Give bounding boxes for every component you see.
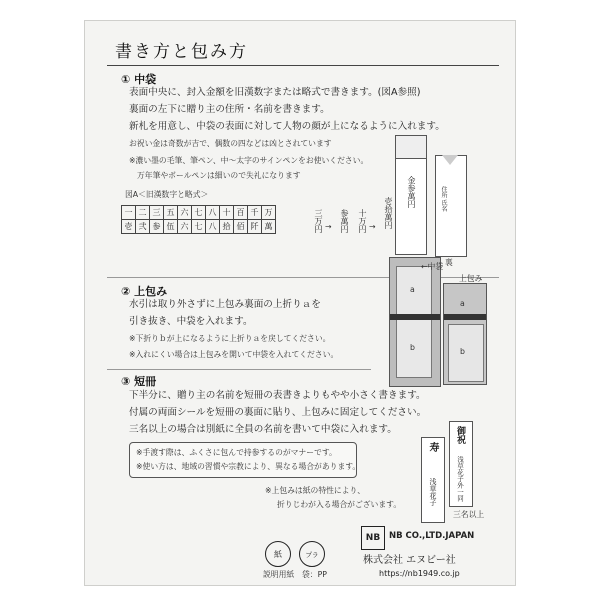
tanzaku-single [421, 437, 445, 523]
s1-line-3: 新札を用意し、中袋の表面に対して人物の顔が上になるように入れます。 [129, 121, 445, 132]
s1-line-4: お祝い金は奇数が吉で、偶数の四などは凶とされています [129, 139, 332, 148]
section2-title: ② 上包み [121, 285, 168, 298]
s1-note-1: ※濃い墨の毛筆、筆ペン、中～太字のサインペンをお使いください。 [129, 156, 369, 165]
example-2: 参萬円 [340, 209, 349, 233]
recycle-paper-icon: 紙 [265, 541, 291, 567]
numeral-row-standard: 一 二 三 五 六 七 八 十 百 千 万 [122, 206, 276, 220]
example-4: 壱拾萬円 [384, 197, 393, 229]
tanzaku-caption: 三名以上 [453, 510, 485, 519]
flap-a-right: a [460, 299, 465, 308]
instruction-card [84, 20, 516, 586]
tanzaku-multi [449, 421, 473, 507]
s2-note-1: ※下折りｂが上になるように上折りａを戻してください。 [129, 334, 331, 343]
s2-note-2: ※入れにくい場合は上包みを開いて中袋を入れてください。 [129, 350, 339, 359]
s3-line-3: 三名以上の場合は別紙に全員の名前を書いて中袋に入れます。 [129, 424, 397, 435]
flap-b-left: b [410, 343, 415, 352]
box-note-2: ※使い方は、地域の習慣や宗教により、異なる場合があります。 [136, 462, 361, 471]
envelope-front-text: 金参萬円 [407, 176, 416, 208]
s2-line-1: 水引は取り外さずに上包み裏面の上折りａを [129, 299, 321, 310]
envelope-front [395, 135, 427, 255]
flap-a-left: a [410, 285, 415, 294]
outer-wrap-right [443, 283, 487, 385]
s3-line-2: 付属の両面シールを短冊の裏面に貼り、上包みに固定してください。 [129, 407, 427, 418]
tanzaku2-top: 御祝 [455, 426, 465, 444]
s1-line-1: 表面中央に、封入金額を旧漢数字または略式で書きます。(図A参照) [129, 87, 421, 98]
paper-note-1: ※上包みは紙の特性により、 [265, 486, 366, 495]
tanzaku2-name: 浅草花子外一同 [456, 456, 464, 502]
nb-logo: NB [361, 526, 385, 550]
tanzaku1-name: 浅草花子 [429, 478, 437, 506]
brand-name: NB CO.,LTD.JAPAN [389, 531, 475, 541]
example-arrow-2: → [369, 222, 376, 231]
envelope-back-text: 住所 氏名 [440, 186, 447, 212]
section3-title: ③ 短冊 [121, 375, 157, 388]
s3-line-1: 下半分に、贈り主の名前を短冊の表書きよりもやや小さく書きます。 [129, 390, 426, 401]
s1-note-2: 万年筆やボールペンは細いので失礼になります [137, 171, 301, 180]
tanzaku1-top: 寿 [427, 442, 438, 452]
page-title: 書き方と包み方 [115, 42, 248, 62]
box-note-1: ※手渡す際は、ふくさに包んで持参するのがマナーです。 [136, 448, 337, 457]
example-1: 三万円 [314, 209, 323, 233]
paper-note-2: 折りじわが入る場合がございます。 [277, 500, 402, 509]
fig-a-caption: 図A＜旧漢数字と略式＞ [125, 190, 209, 199]
numeral-table [121, 205, 276, 234]
divider-2 [107, 369, 371, 370]
section1-title: ① 中袋 [121, 73, 157, 86]
numeral-row-old: 壱 弐 参 伍 六 七 八 拾 佰 阡 萬 [122, 220, 276, 234]
label-back: 裏 [445, 258, 453, 267]
label-nakabukuro: ←中袋 [421, 262, 444, 271]
etiquette-note-box [129, 442, 361, 478]
company-name: 株式会社 エヌビー社 [363, 555, 456, 566]
company-url[interactable]: https://nb1949.co.jp [379, 569, 460, 578]
flap-b-right: b [460, 347, 465, 356]
s2-line-2: 引き抜き、中袋を入れます。 [129, 316, 253, 327]
outer-wrap-left [389, 257, 444, 387]
s1-line-2: 裏面の左下に贈り主の住所・名前を書きます。 [129, 104, 330, 115]
example-arrow-1: → [325, 222, 332, 231]
title-divider [107, 65, 499, 66]
envelope-back [435, 155, 467, 257]
material-label: 説明用紙 袋：PP [263, 570, 327, 579]
label-uwazutsumi: 上包み [459, 274, 483, 283]
example-3: 十万円 [358, 209, 367, 233]
recycle-plastic-icon: プラ [299, 541, 325, 567]
